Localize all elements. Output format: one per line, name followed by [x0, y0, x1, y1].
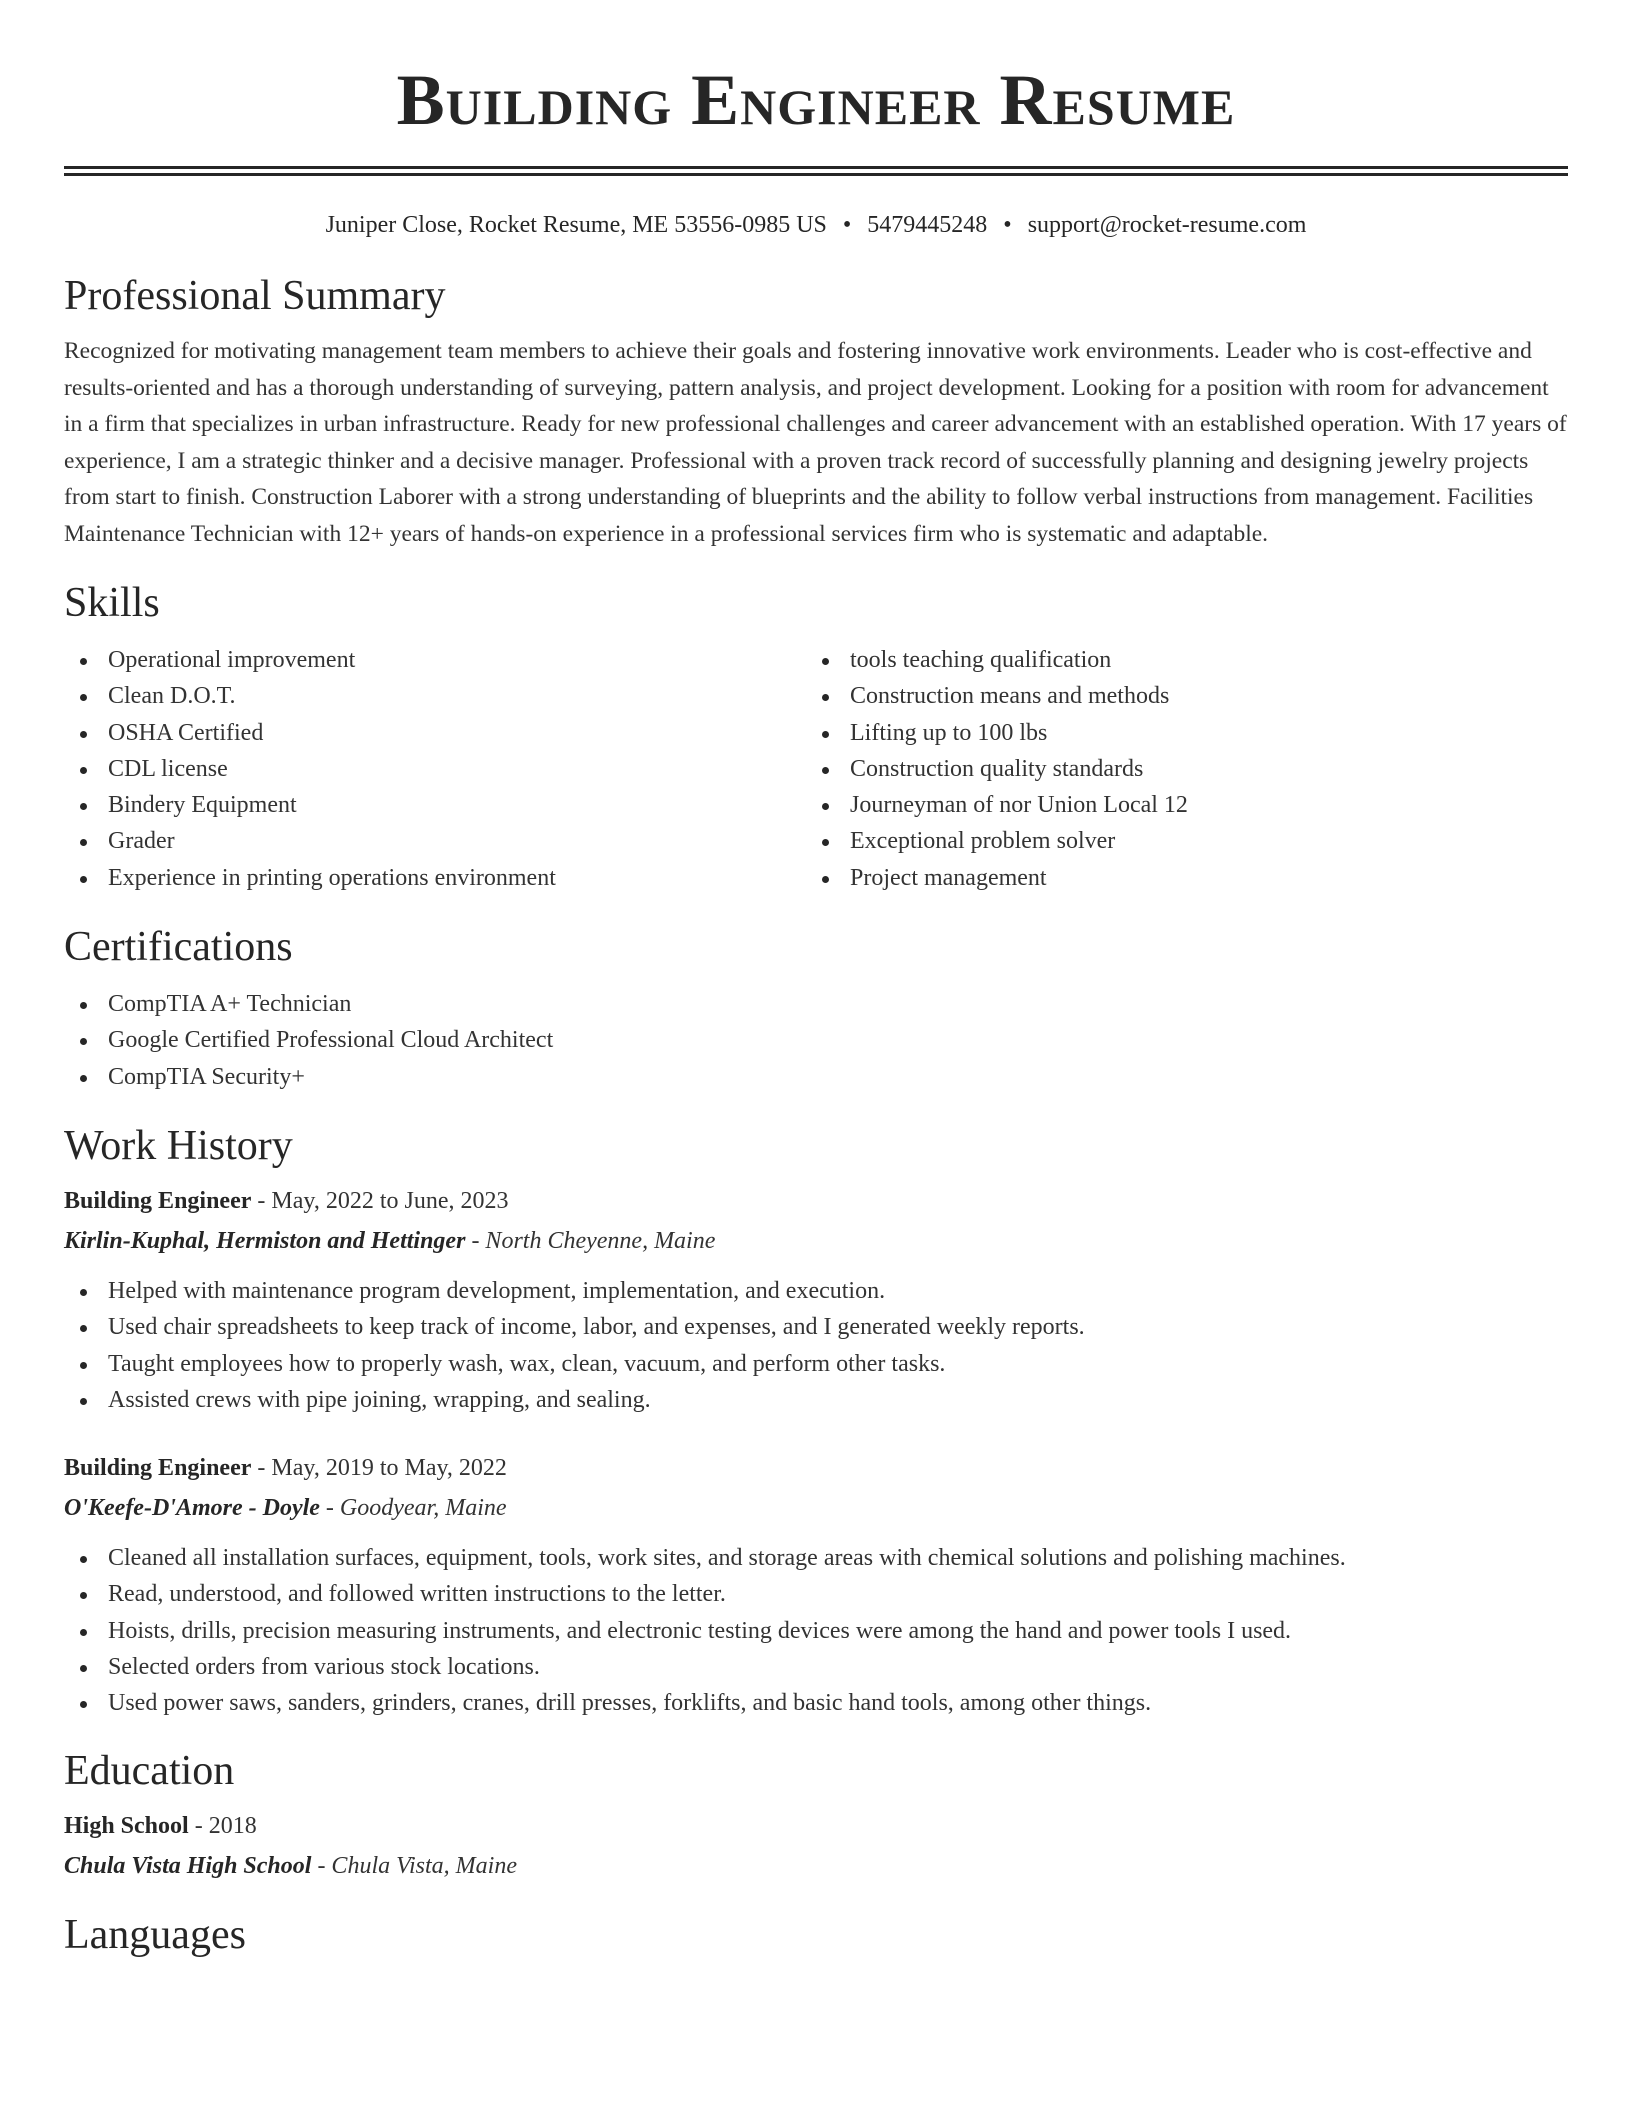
- job-duty: Helped with maintenance program development, implementation, and execution.: [64, 1273, 1568, 1309]
- job-dates: - May, 2019 to May, 2022: [251, 1455, 507, 1482]
- job-company-line: [64, 1223, 1568, 1259]
- contact-separator: •: [1003, 212, 1012, 238]
- job-duty: Cleaned all installation surfaces, equipment, tools, work sites, and storage areas with chemical solutions and polishing machines.: [64, 1540, 1568, 1576]
- education-school-line: [64, 1848, 1568, 1884]
- skill-item: Grader: [64, 823, 806, 859]
- certification-item: Google Certified Professional Cloud Architect: [64, 1022, 1568, 1058]
- job-duty: Used power saws, sanders, grinders, cranes, drill presses, forklifts, and basic hand tools, among other things.: [64, 1685, 1568, 1721]
- job-entry: [64, 1183, 1568, 1418]
- education-heading: Education: [64, 1747, 235, 1794]
- summary-heading: Professional Summary: [64, 273, 446, 319]
- job-duty: Taught employees how to properly wash, wax, clean, vacuum, and perform other tasks.: [64, 1346, 1568, 1382]
- job-role: Building Engineer: [64, 1187, 252, 1214]
- job-company: Kirlin-Kuphal, Hermiston and Hettinger: [64, 1227, 466, 1254]
- skill-item: Journeyman of nor Union Local 12: [806, 787, 1568, 823]
- education-section: [64, 1746, 1568, 1884]
- certification-item: CompTIA A+ Technician: [64, 986, 1568, 1022]
- skill-item: Operational improvement: [64, 642, 806, 678]
- certifications-list: [64, 986, 1568, 1095]
- skills-section: [64, 578, 1568, 896]
- skill-item: Bindery Equipment: [64, 787, 806, 823]
- contact-line: [64, 209, 1568, 241]
- education-school: Chula Vista High School: [64, 1852, 312, 1879]
- skill-item: Construction quality standards: [806, 751, 1568, 787]
- job-duty: Hoists, drills, precision measuring instruments, and electronic testing devices were among the hand and power tools I used.: [64, 1613, 1568, 1649]
- skill-item: Construction means and methods: [806, 678, 1568, 714]
- job-title-line: [64, 1450, 1568, 1486]
- skills-heading: Skills: [64, 580, 160, 626]
- education-degree: High School: [64, 1812, 189, 1839]
- certification-item: CompTIA Security+: [64, 1059, 1568, 1095]
- education-location: - Chula Vista, Maine: [311, 1852, 517, 1879]
- job-role: Building Engineer: [64, 1455, 252, 1482]
- skill-item: CDL license: [64, 751, 806, 787]
- job-location: - North Cheyenne, Maine: [465, 1227, 716, 1254]
- skill-item: Project management: [806, 860, 1568, 896]
- languages-heading: Languages: [64, 1911, 246, 1958]
- resume-title: Building Engineer Resume: [396, 60, 1236, 140]
- job-duties-list: [64, 1540, 1568, 1721]
- work-history-section: [64, 1121, 1568, 1722]
- skill-item: Lifting up to 100 lbs: [806, 715, 1568, 751]
- contact-email: support@rocket-resume.com: [1027, 212, 1307, 238]
- skills-columns: [64, 642, 1568, 896]
- skills-list-right: [806, 642, 1568, 896]
- skill-item: tools teaching qualification: [806, 642, 1568, 678]
- certifications-heading: Certifications: [64, 924, 293, 971]
- job-duty: Selected orders from various stock locations.: [64, 1649, 1568, 1685]
- job-duty: Used chair spreadsheets to keep track of income, labor, and expenses, and I generated weekly reports.: [64, 1309, 1568, 1345]
- header-double-rule: [64, 166, 1568, 176]
- certifications-section: [64, 922, 1568, 1095]
- languages-section: [64, 1910, 1568, 1960]
- education-year: - 2018: [188, 1812, 257, 1839]
- education-entry: [64, 1808, 1568, 1884]
- skill-item: Experience in printing operations environment: [64, 860, 806, 896]
- work-history-heading: Work History: [64, 1122, 293, 1169]
- job-duty: Read, understood, and followed written instructions to the letter.: [64, 1576, 1568, 1612]
- job-duties-list: [64, 1273, 1568, 1418]
- summary-section: [64, 271, 1568, 552]
- job-dates: - May, 2022 to June, 2023: [251, 1187, 509, 1214]
- job-company-line: [64, 1490, 1568, 1526]
- job-entry: [64, 1450, 1568, 1721]
- education-degree-line: [64, 1808, 1568, 1844]
- skill-item: Exceptional problem solver: [806, 823, 1568, 859]
- job-company: O'Keefe-D'Amore - Doyle: [64, 1495, 320, 1522]
- skill-item: OSHA Certified: [64, 715, 806, 751]
- skills-list-left: [64, 642, 806, 896]
- contact-address: Juniper Close, Rocket Resume, ME 53556-0985 US: [325, 212, 827, 238]
- job-location: - Goodyear, Maine: [319, 1495, 507, 1522]
- job-title-line: [64, 1183, 1568, 1219]
- contact-separator: •: [842, 212, 852, 238]
- job-duty: Assisted crews with pipe joining, wrapping, and sealing.: [64, 1382, 1568, 1418]
- skill-item: Clean D.O.T.: [64, 678, 806, 714]
- summary-text: Recognized for motivating management team members to achieve their goals and fostering innovative work environments. Leader who is cost-effective and results-oriented and has a thorough understanding of surveying, pattern analysis, and project development. Looking for a position with room for advancement in a firm that specializes in urban infrastructure. Ready for new professional challenges and career advancement with an established operation. With 17 years of experience, I am a strategic thinker and a decisive manager. Professional with a proven track record of successfully planning and designing jewelry projects from start to finish. Construction Laborer with a strong understanding of blueprints and the ability to follow verbal instructions from management. Facilities Maintenance Technician with 12+ years of hands-on experience in a professional services firm who is systematic and adaptable.: [64, 338, 1567, 547]
- contact-phone: 5479445248: [867, 212, 988, 238]
